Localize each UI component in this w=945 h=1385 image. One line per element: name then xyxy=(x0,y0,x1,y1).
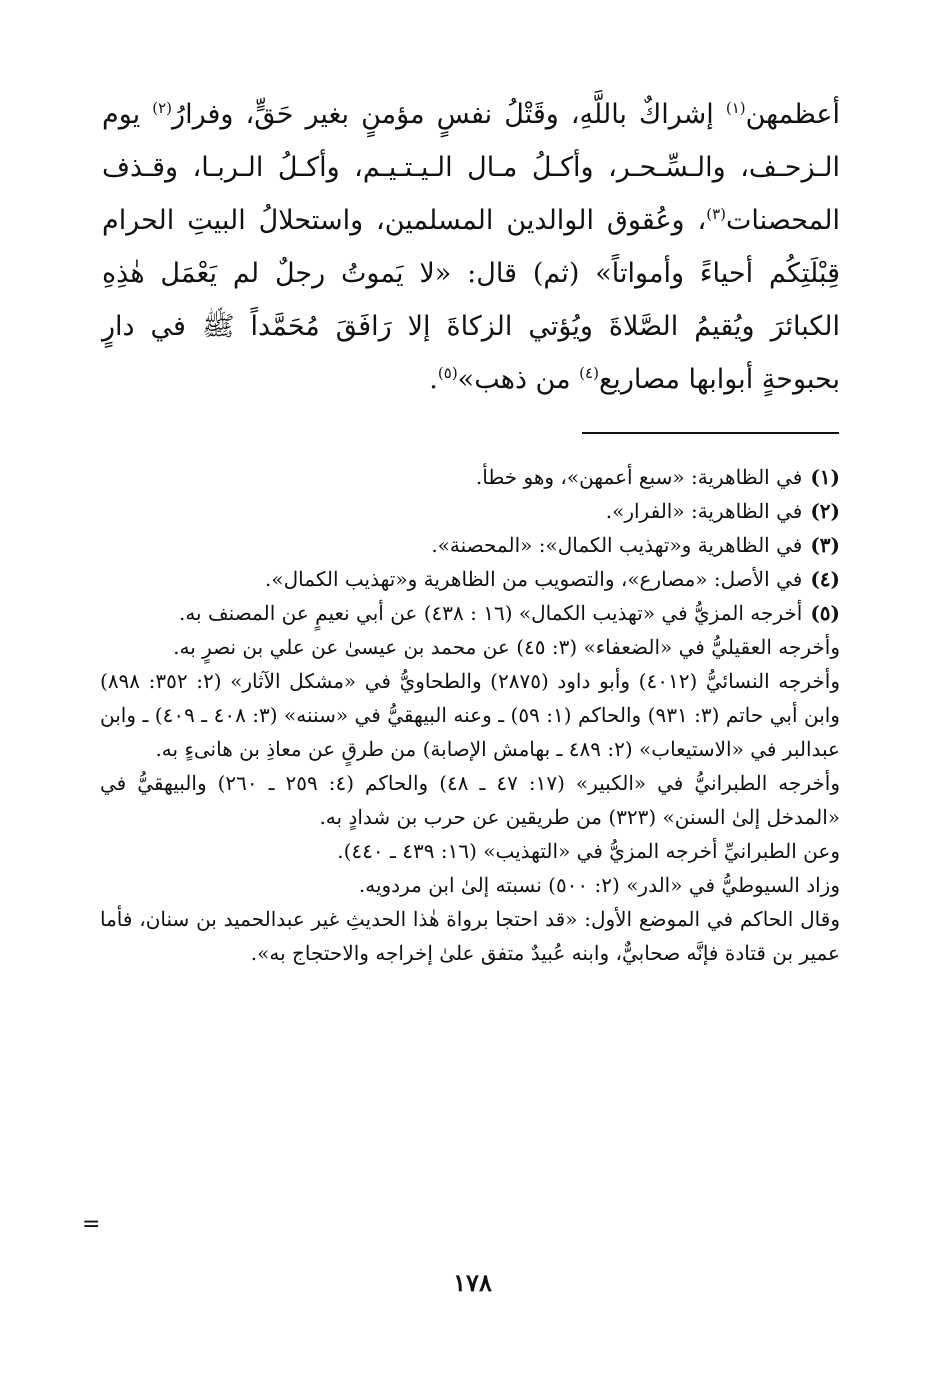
footnote-ref-3[interactable]: (٣) xyxy=(706,205,727,223)
footnote-number: (٤) xyxy=(810,567,840,591)
footnote-text: في الظاهرية: «سبع أعمهن»، وهو خطأ. xyxy=(475,465,803,489)
footnote-continuation: وأخرجه النسائيُّ (٤٠١٢) وأبو داود (٢٨٧٥) والطحاويُّ في «مشكل الآثار» (٢: ٣٥٢: ٨٩٨) وابن أبي حاتم (٣: ٩٣١) والحاكم (١: ٥٩) ـ وعنه البيهقيُّ في «سننه» (٣: ٤٠٨ ـ ٤٠٩) ـ وابن عبدالبر في «الاستيعاب» (٢: ٤٨٩ ـ بهامش الإصابة) من طرقٍ عن معاذِ بن هانىءٍ به. xyxy=(100,669,840,761)
footnote-ref-1[interactable]: (١) xyxy=(725,99,746,117)
footnote-continuation: وأخرجه الطبرانيُّ في «الكبير» (١٧: ٤٧ ـ ٤٨) والحاكم (٤: ٢٥٩ ـ ٢٦٠) والبيهقيُّ في «المدخل إلىٰ السنن» (٣٢٣) من طريقين عن حرب بن شدادٍ به. xyxy=(100,771,840,829)
footnote-ref-5[interactable]: (٥) xyxy=(437,364,458,382)
footnote-continuation: وزاد السيوطيُّ في «الدر» (٢: ٥٠٠) نسبته إلىٰ ابن مردويه. xyxy=(358,873,840,897)
footnote-text: في الظاهرية و«تهذيب الكمال»: «المحصنة». xyxy=(431,533,803,557)
page-number: ١٧٨ xyxy=(453,1268,492,1297)
text-segment: إشراكٌ باللَّهِ، وقَتْلُ نفسٍ مؤمنٍ بغير حَقٍّ، وفرارُ xyxy=(172,99,726,130)
footnote-number: (٣) xyxy=(810,533,840,557)
main-paragraph xyxy=(102,88,840,406)
footnote-4 xyxy=(100,562,840,596)
footnote-continuation: وقال الحاكم في الموضع الأول: «قد احتجا برواة هٰذا الحديثِ غير عبدالحميد بن سنان، فأما عمير بن قتادة فإنَّه صحابيٌّ، وابنه عُبيدٌ متفق علىٰ إخراجه والاحتجاج به». xyxy=(100,907,840,965)
continued-marker: = xyxy=(82,1212,101,1237)
footnote-text: في الظاهرية: «الفرار». xyxy=(605,499,803,523)
text-segment: ، وعُقوق الوالدين المسلمين، واستحلالُ البيتِ الحرام قِبْلَتِكُم أحياءً وأمواتاً» (ثم) قال: «لا يَموتُ رجلٌ لم يَعْمَل هٰذِهِ الكبائرَ ويُقيمُ الصَّلاةَ ويُؤتي الزكاةَ إلا رَافَقَ مُحَمَّداً ﷺ في دارٍ بحبوحةٍ أبوابها مصاريع xyxy=(102,205,840,395)
footnote-number: (٥) xyxy=(810,601,840,625)
footnote-text: أخرجه المزيُّ في «تهذيب الكمال» (١٦ : ٤٣٨) عن أبي نعيمٍ عن المصنف به. xyxy=(178,601,803,625)
footnote-number: (٢) xyxy=(810,499,840,523)
footnote-1 xyxy=(100,460,840,494)
main-text xyxy=(102,88,840,406)
footnote-2 xyxy=(100,494,840,528)
footnote-3 xyxy=(100,528,840,562)
footnote-ref-4[interactable]: (٤) xyxy=(579,364,599,382)
footnote-continuation: وأخرجه العقيليُّ في «الضعفاء» (٣: ٤٥) عن محمد بن عيسىٰ عن علي بن نصرٍ به. xyxy=(173,635,840,659)
footnote-number: (١) xyxy=(810,465,840,489)
footnote-separator xyxy=(582,432,839,434)
text-segment: . xyxy=(429,364,438,395)
footnote-continuation: وعن الطبرانيِّ أخرجه المزيُّ في «التهذيب» (١٦: ٤٣٩ ـ ٤٤٠). xyxy=(337,839,840,863)
footnote-ref-2[interactable]: (٢) xyxy=(152,99,173,117)
text-segment: من ذهب» xyxy=(457,364,580,395)
text-segment: أعظمهن xyxy=(745,99,840,130)
footnote-text: في الأصل: «مصارع»، والتصويب من الظاهرية و«تهذيب الكمال». xyxy=(265,567,803,591)
text-segment: يوم الـزحـف، والـسِّـحـر، وأكـلُ مـال الـيـتـيـم، وأكـلُ الـربـا، وقـذف المحصنات xyxy=(102,99,840,236)
footnotes xyxy=(100,460,840,970)
footnote-5 xyxy=(100,596,840,630)
